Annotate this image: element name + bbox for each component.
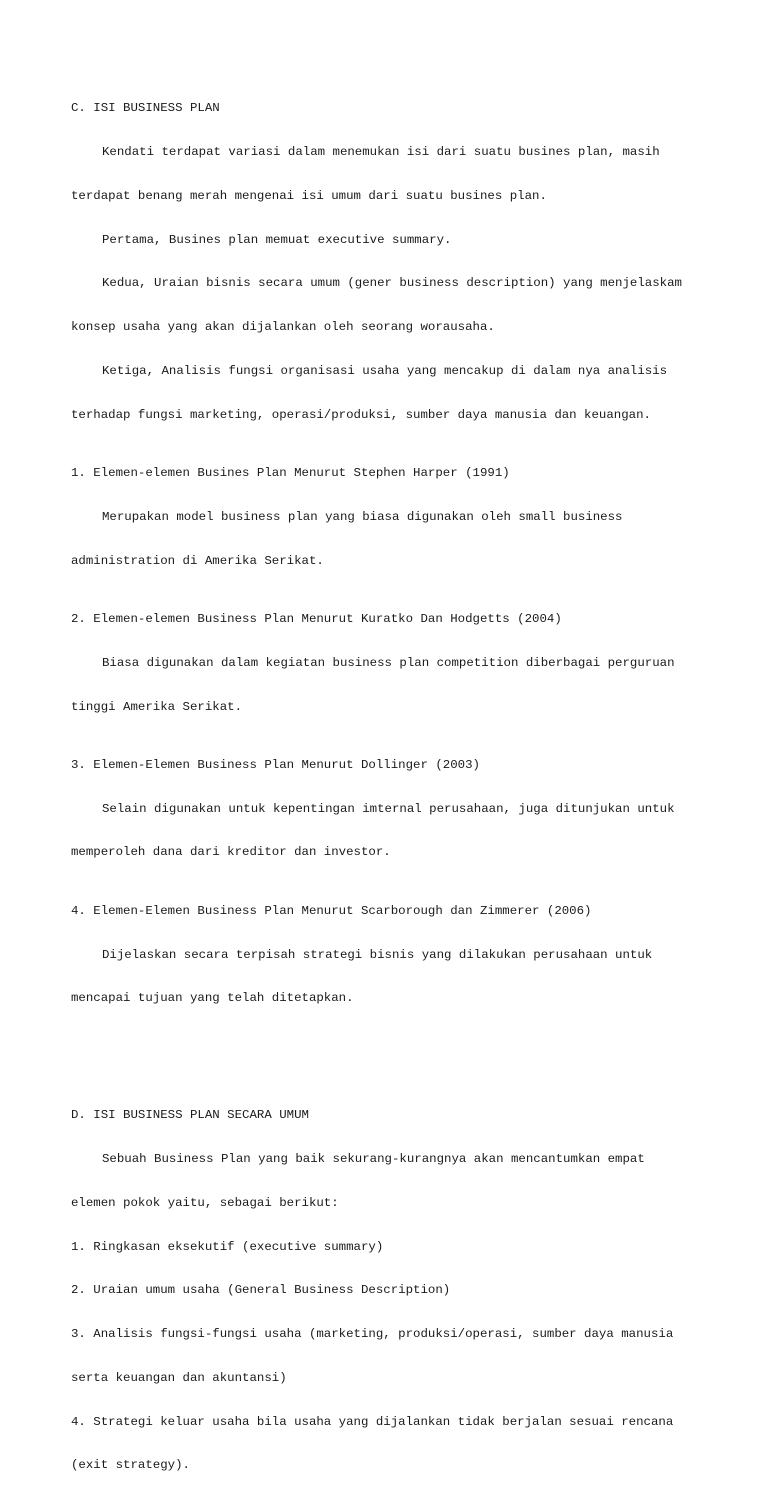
item-4-text-cont: mencapai tujuan yang telah ditetapkan. xyxy=(71,991,354,1006)
item-3-text: Selain digunakan untuk kepentingan imternal perusahaan, juga ditunjukan untuk xyxy=(102,801,675,816)
section-c-paragraph-3-cont: konsep usaha yang akan dijalankan oleh seorang worausaha. xyxy=(71,320,495,335)
section-c-heading: C. ISI BUSINESS PLAN xyxy=(71,101,220,116)
section-d-list-item-4-cont: (exit strategy). xyxy=(71,1458,190,1473)
item-2-title: 2. Elemen-elemen Business Plan Menurut Kuratko Dan Hodgetts (2004) xyxy=(71,611,562,626)
item-4-text: Dijelaskan secara terpisah strategi bisnis yang dilakukan perusahaan untuk xyxy=(102,947,653,962)
item-1-text: Merupakan model business plan yang biasa digunakan oleh small business xyxy=(102,509,623,524)
section-d-list-item-4: 4. Strategi keluar usaha bila usaha yang dijalankan tidak berjalan sesuai rencana xyxy=(71,1414,674,1429)
document-page xyxy=(71,72,711,1488)
section-c-paragraph-3: Kedua, Uraian bisnis secara umum (gener business description) yang menjelaskam xyxy=(102,276,682,291)
section-d-list-item-1: 1. Ringkasan eksekutif (executive summary) xyxy=(71,1239,384,1254)
section-c-paragraph-4-cont: terhadap fungsi marketing, operasi/produksi, sumber daya manusia dan keuangan. xyxy=(71,407,651,422)
section-c-paragraph-2: Pertama, Busines plan memuat executive summary. xyxy=(102,232,452,247)
section-c-paragraph-1: Kendati terdapat variasi dalam menemukan isi dari suatu busines plan, masih xyxy=(102,144,660,159)
item-1-title: 1. Elemen-elemen Busines Plan Menurut Stephen Harper (1991) xyxy=(71,466,510,481)
section-d-list-item-3: 3. Analisis fungsi-fungsi usaha (marketing, produksi/operasi, sumber daya manusia xyxy=(71,1327,674,1342)
section-d-intro-cont: elemen pokok yaitu, sebagai berikut: xyxy=(71,1195,339,1210)
section-d-heading: D. ISI BUSINESS PLAN SECARA UMUM xyxy=(71,1108,309,1123)
item-3-title: 3. Elemen-Elemen Business Plan Menurut Dollinger (2003) xyxy=(71,757,480,772)
item-1-text-cont: administration di Amerika Serikat. xyxy=(71,553,324,568)
item-2-text: Biasa digunakan dalam kegiatan business plan competition diberbagai perguruan xyxy=(102,655,675,670)
item-3-text-cont: memperoleh dana dari kreditor dan investor. xyxy=(71,845,391,860)
section-c-paragraph-1-cont: terdapat benang merah mengenai isi umum dari suatu busines plan. xyxy=(71,188,547,203)
item-2-text-cont: tinggi Amerika Serikat. xyxy=(71,699,243,714)
section-c-paragraph-4: Ketiga, Analisis fungsi organisasi usaha yang mencakup di dalam nya analisis xyxy=(102,363,668,378)
item-4-title: 4. Elemen-Elemen Business Plan Menurut Scarborough dan Zimmerer (2006) xyxy=(71,903,592,918)
section-d-intro: Sebuah Business Plan yang baik sekurang-kurangnya akan mencantumkan empat xyxy=(102,1151,645,1166)
section-spacer xyxy=(71,1050,711,1065)
section-d-list-item-3-cont: serta keuangan dan akuntansi) xyxy=(71,1370,287,1385)
section-d-list-item-2: 2. Uraian umum usaha (General Business Description) xyxy=(71,1283,451,1298)
